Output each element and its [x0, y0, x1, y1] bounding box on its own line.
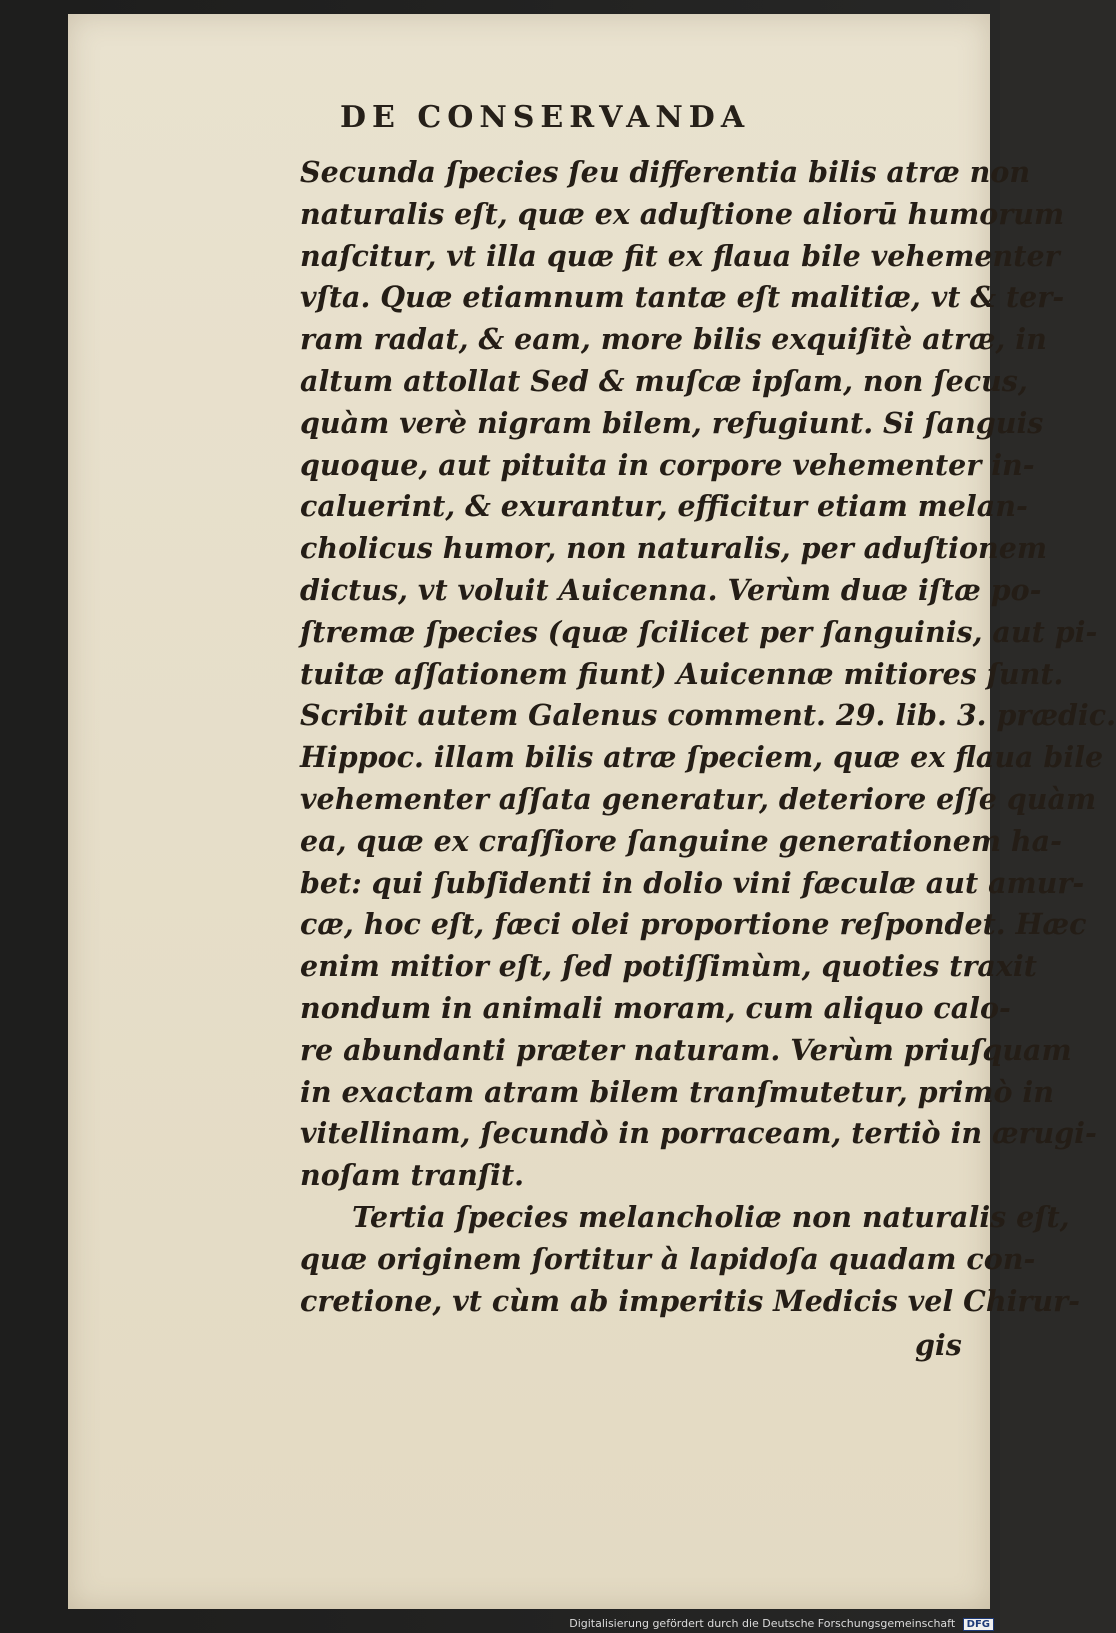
text-line: enim mitior eſt, ſed potiſſimùm, quoties traxit [300, 949, 1037, 984]
text-block [300, 152, 1116, 1322]
text-line: Secunda ſpecies ſeu differentia bilis atræ non [300, 155, 1031, 189]
text-line: quàm verè nigram bilem, refugiunt. Si ſanguis [300, 405, 1044, 440]
credit-text: Digitalisierung gefördert durch die Deutsche Forschungsgemeinschaft [569, 1617, 956, 1630]
text-line: nondum in animali moram, cum aliquo calo- [300, 990, 1011, 1025]
text-line: dictus, vt voluit Auicenna. Verùm duæ iſtæ po- [300, 572, 1042, 607]
catchword: gis [915, 1328, 962, 1362]
running-head: DE CONSERVANDA [340, 100, 751, 135]
digitization-credit [569, 1617, 994, 1631]
text-line: Tertia ſpecies melancholiæ non naturalis eſt, [352, 1199, 1070, 1234]
text-line: bet: qui ſubſidenti in dolio vini fæculæ aut amur- [300, 865, 1085, 900]
text-line: in exactam atram bilem tranſmutetur, primò in [300, 1074, 1054, 1109]
text-line: ea, quæ ex craſſiore ſanguine generationem ha- [300, 823, 1062, 858]
text-line: tuitæ aſſationem fiunt) Auicennæ mitiores ſunt. [300, 656, 1064, 691]
text-line: cæ, hoc eſt, fæci olei proportione reſpondet. Hæc [300, 907, 1087, 942]
text-line: cholicus humor, non naturalis, per aduſtionem [300, 531, 1048, 566]
dfg-logo: DFG [963, 1618, 994, 1631]
text-line: naturalis eſt, quæ ex aduſtione aliorū humorum [300, 196, 1065, 231]
text-line: vehementer aſſata generatur, deteriore eſſe quàm [300, 781, 1097, 816]
text-line: caluerint, & exurantur, efficitur etiam melan- [300, 489, 1028, 524]
text-line: ram radat, & eam, more bilis exquiſitè atræ, in [300, 322, 1047, 357]
text-line: noſam tranſit. [300, 1158, 525, 1193]
text-line: vſta. Quæ etiamnum tantæ eſt malitiæ, vt & ter- [300, 280, 1065, 315]
text-line: quoque, aut pituita in corpore vehementer in- [300, 447, 1035, 482]
text-line: Hippoc. illam bilis atræ ſpeciem, quæ ex flaua bile [300, 740, 1104, 775]
text-line: Scribit autem Galenus comment. 29. lib. 3. prædic. [300, 698, 1116, 733]
text-line: quæ originem ſortitur à lapidoſa quadam con- [300, 1241, 1036, 1276]
text-line: re abundanti præter naturam. Verùm priuſquam [300, 1032, 1072, 1067]
text-line: altum attollat Sed & muſcæ ipſam, non ſecus, [300, 363, 1028, 398]
text-line: ſtremæ ſpecies (quæ ſcilicet per ſanguinis, aut pi- [300, 614, 1098, 649]
text-line: cretione, vt cùm ab imperitis Medicis vel Chirur- [300, 1283, 1080, 1318]
text-line: vitellinam, ſecundò in porraceam, tertiò in ærugi- [300, 1116, 1097, 1151]
text-line: naſcitur, vt illa quæ fit ex flaua bile vehementer [300, 238, 1060, 273]
